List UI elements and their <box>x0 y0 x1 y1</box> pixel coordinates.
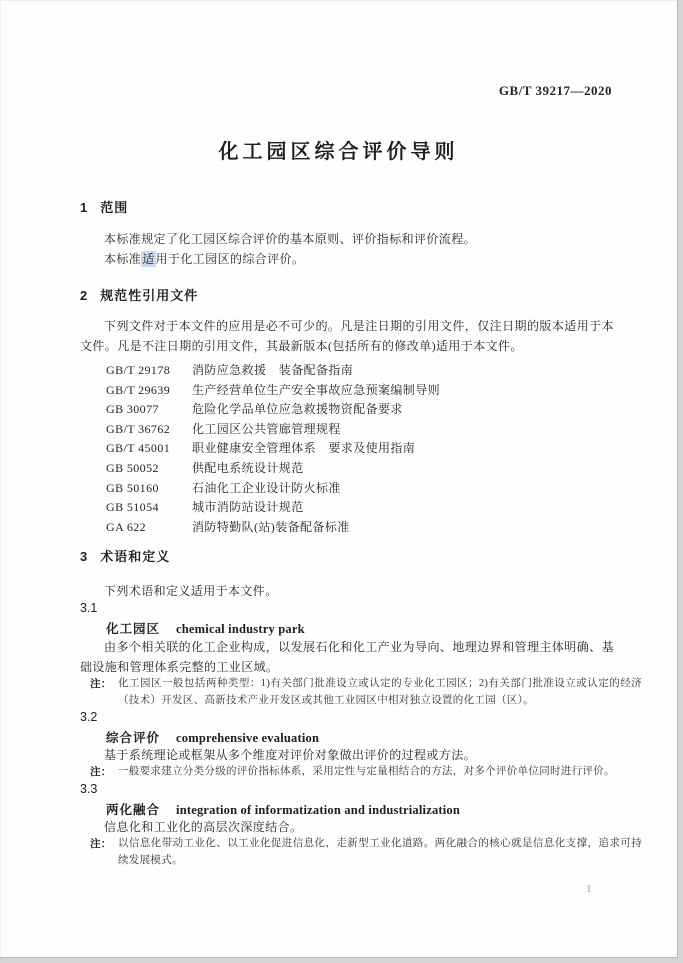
term-note <box>90 764 642 781</box>
section-number: 3 <box>80 549 88 564</box>
reference-item <box>106 439 440 459</box>
term-definition: 由多个相关联的化工企业构成，以发展石化和化工产业为导向、地理边界和管理主体明确、基础设施和管理体系完整的工业区域。 <box>80 640 614 674</box>
reference-item <box>106 498 440 518</box>
term-name <box>106 619 305 638</box>
term-name-zh: 两化融合 <box>106 803 161 817</box>
scope-paragraph-2-suffix: 用于化工园区的综合评价。 <box>155 252 305 266</box>
reference-title: 化工园区公共管廊管理规程 <box>192 421 341 436</box>
reference-code: GB 50160 <box>106 480 159 495</box>
term-number: 3.2 <box>80 710 98 724</box>
scope-paragraph-2 <box>80 250 614 270</box>
reference-code: GB/T 29639 <box>106 382 171 397</box>
reference-item <box>106 400 440 420</box>
term-name <box>106 728 319 747</box>
section-title: 范围 <box>100 200 129 215</box>
term-definition: 基于系统理论或框架从多个维度对评价对象做出评价的过程或方法。 <box>104 748 477 762</box>
reference-code: GB 30077 <box>106 402 159 417</box>
reference-title: 危险化学品单位应急救援物资配备要求 <box>192 402 403 417</box>
term-name-en: integration of informatization and industrialization <box>176 803 461 817</box>
section-number: 1 <box>80 200 88 215</box>
reference-code: GB 51054 <box>106 500 159 515</box>
term-name <box>106 800 460 819</box>
reference-title: 消防应急救援 装备配备指南 <box>192 363 354 377</box>
term-number: 3.1 <box>80 601 98 615</box>
references-list <box>106 361 440 537</box>
reference-item <box>106 479 440 499</box>
reference-item <box>106 518 440 538</box>
terms-intro: 下列术语和定义适用于本文件。 <box>104 584 278 598</box>
note-text: 一般要求建立分类分级的评价指标体系，采用定性与定量相结合的方法，对多个评价单位同时进行评价。 <box>118 766 615 777</box>
scope-paragraph-2-prefix: 本标准 <box>104 252 142 266</box>
term-note <box>90 836 642 869</box>
reference-title: 生产经营单位生产安全事故应急预案编制导则 <box>192 382 441 397</box>
standard-number: GB/T 39217—2020 <box>498 83 612 98</box>
page-number: 1 <box>586 883 592 895</box>
term-name-zh: 化工园区 <box>106 622 161 636</box>
section-title: 规范性引用文件 <box>100 288 199 303</box>
reference-code: GB/T 29178 <box>106 363 171 377</box>
term-name-en: chemical industry park <box>176 622 305 636</box>
reference-item <box>106 459 440 479</box>
references-intro: 下列文件对于本文件的应用是必不可少的。凡是注日期的引用文件，仅注日期的版本适用于本文件。凡是不注日期的引用文件，其最新版本(包括所有的修改单)适用于本文件。 <box>80 319 614 353</box>
reference-title: 城市消防站设计规范 <box>192 500 304 515</box>
term-name-zh: 综合评价 <box>106 731 161 745</box>
reference-item <box>106 361 440 381</box>
term-name-en: comprehensive evaluation <box>176 731 320 745</box>
section-terms-heading <box>80 546 170 565</box>
term-definition: 信息化和工业化的高层次深度结合。 <box>104 820 303 834</box>
reference-item <box>106 381 440 401</box>
scope-paragraph-1: 本标准规定了化工园区综合评价的基本原则、评价指标和评价流程。 <box>104 232 477 246</box>
reference-code: GB/T 45001 <box>106 441 171 456</box>
reference-code: GA 622 <box>106 519 147 534</box>
section-number: 2 <box>80 288 88 303</box>
reference-title: 消防特勤队(站)装备配备标准 <box>192 519 350 534</box>
reference-title: 供配电系统设计规范 <box>192 460 304 475</box>
reference-item <box>106 420 440 440</box>
note-label: 注： <box>90 678 112 690</box>
note-label: 注： <box>90 838 112 850</box>
note-text: 以信息化带动工业化、以工业化促进信息化，走新型工业化道路。两化融合的核心就是信息化支撑，追求可持续发展模式。 <box>118 838 642 866</box>
reference-title: 石油化工企业设计防火标准 <box>192 480 341 495</box>
reference-code: GB/T 36762 <box>106 421 171 436</box>
note-label: 注： <box>90 766 112 778</box>
section-title: 术语和定义 <box>100 549 171 564</box>
term-note <box>90 676 642 709</box>
note-text: 化工园区一般包括两种类型：1)有关部门批准设立或认定的专业化工园区；2)有关部门批准设立或认定的经济（技术）开发区、高新技术产业开发区或其他工业园区中相对独立设置的化工园（区）。 <box>118 678 642 706</box>
document-title: 化工园区综合评价导则 <box>218 141 459 163</box>
reference-title: 职业健康安全管理体系 要求及使用指南 <box>192 441 416 456</box>
reference-code: GB 50052 <box>106 460 159 475</box>
section-references-heading <box>80 285 198 304</box>
term-number: 3.3 <box>80 782 98 796</box>
highlighted-text: 适 <box>142 252 155 266</box>
section-scope-heading <box>80 197 128 216</box>
